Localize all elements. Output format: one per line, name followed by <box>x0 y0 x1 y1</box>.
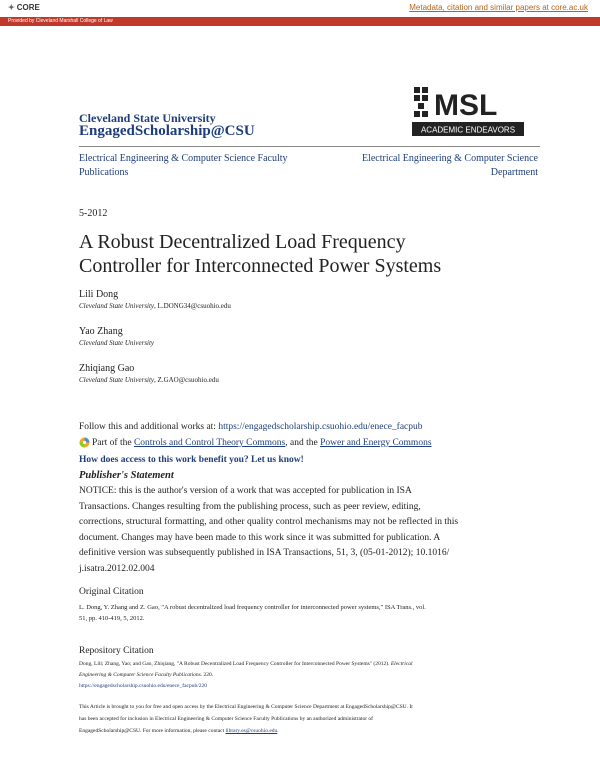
repository-citation-text <box>79 659 529 692</box>
msl-logo-subtitle: ACADEMIC ENDEAVORS <box>420 125 516 135</box>
footer-line: has been accepted for inclusion in Electrical Engineering & Computer Science Faculty Publications by an authorized administrator of <box>79 716 374 722</box>
affiliation-text: Cleveland State University <box>79 302 155 310</box>
author-email[interactable]: L.DONG34@csuohio.edu <box>157 302 231 310</box>
network-commons-icon <box>79 437 90 448</box>
header-divider <box>79 146 540 147</box>
repository-citation-heading: Repository Citation <box>79 646 154 656</box>
repository-citation-line <box>79 659 529 670</box>
notice-line: document. Changes may have been made to this work since it was submitted for publication. A <box>79 532 441 543</box>
author-affiliation <box>79 302 231 310</box>
citation-line: L. Dong, Y. Zhang and Z. Gao, "A robust decentralized load frequency controller for interconnected power systems," ISA Trans., vol. <box>79 604 426 611</box>
author-block <box>79 363 219 384</box>
collection-link-faculty-publications[interactable]: Electrical Engineering & Computer Science Faculty Publications <box>79 153 288 178</box>
author-block <box>79 326 154 347</box>
author-email[interactable]: Z.GAO@csuohio.edu <box>157 376 219 384</box>
footer-contact-prefix: EngagedScholarship@CSU. For more information, please contact <box>79 728 226 734</box>
provided-by-bar <box>0 17 600 26</box>
repository-citation-line <box>79 681 529 692</box>
original-citation-heading: Original Citation <box>79 587 144 597</box>
original-citation-text <box>79 602 529 624</box>
citation-line: 51, pp. 410-419, 5, 2012. <box>79 615 145 622</box>
footer-line <box>79 725 529 737</box>
msl-emblem-icon <box>414 87 428 117</box>
follow-link[interactable]: https://engagedscholarship.csuohio.edu/enece_facpub <box>218 422 423 432</box>
core-logo[interactable] <box>8 3 40 12</box>
publisher-statement-heading: Publisher's Statement <box>79 470 174 481</box>
msl-logo-text: MSL <box>434 89 498 122</box>
footer-notice <box>79 701 529 737</box>
benefit-feedback-link[interactable]: How does access to this work benefit you? Let us know! <box>79 455 304 465</box>
power-energy-commons-link[interactable]: Power and Energy Commons <box>320 438 432 448</box>
notice-line: definitive version was subsequently published in ISA Transactions, 51, 3, (05-01-2012); 10.1016/ <box>79 548 450 558</box>
email-separator: , <box>154 376 158 384</box>
university-name: Cleveland State University <box>79 111 216 125</box>
provided-by-text: Provided by Cleveland Marshall College of Law <box>8 18 113 24</box>
repository-citation-link[interactable]: https://engagedscholarship.csuohio.edu/enece_facpub/220 <box>79 683 207 689</box>
publication-date: 5-2012 <box>79 208 108 219</box>
article-title-line-1: A Robust Decentralized Load Frequency <box>79 231 406 253</box>
notice-line: corrections, structural formatting, and other quality control mechanisms may not be reflected in this <box>79 517 459 527</box>
follow-prefix: Follow this and additional works at: <box>79 422 219 432</box>
author-name: Lili Dong <box>79 289 119 300</box>
part-of-prefix: Part of the <box>92 438 134 448</box>
citation-italic: Engineering & Computer Science Faculty Publications <box>79 672 201 678</box>
core-bar <box>0 0 600 17</box>
notice-line: j.isatra.2012.02.004 <box>79 563 155 574</box>
email-separator: , <box>154 302 158 310</box>
author-block <box>79 289 231 310</box>
contact-email-link[interactable]: library.es@csuohio.edu <box>225 728 278 734</box>
core-logo-icon: ✦ <box>8 3 15 12</box>
citation-italic: Electrical <box>390 661 413 667</box>
article-title <box>79 230 499 278</box>
follow-line <box>79 422 423 432</box>
author-name: Zhiqiang Gao <box>79 363 135 374</box>
author-name: Yao Zhang <box>79 326 123 337</box>
part-of-line <box>92 438 432 448</box>
repository-citation-line <box>79 670 529 681</box>
controls-commons-link[interactable]: Controls and Control Theory Commons <box>133 438 286 448</box>
affiliation-text: Cleveland State University <box>79 376 155 384</box>
footer-contact-suffix: . <box>277 728 279 734</box>
author-affiliation <box>79 376 219 384</box>
citation-plain: . 220. <box>200 672 214 678</box>
core-metadata-link[interactable]: Metadata, citation and similar papers at core.ac.uk <box>409 3 588 12</box>
collection-link-department[interactable]: Electrical Engineering & Computer Science Department <box>361 153 538 178</box>
publisher-statement-text <box>79 484 527 577</box>
site-name[interactable]: EngagedScholarship@CSU <box>79 123 255 139</box>
citation-plain: Dong, Lili; Zhang, Yao; and Gao, Zhiqiang, "A Robust Decentralized Load Frequency Controller for Interconnected Power Systems" (2012). <box>79 661 391 667</box>
author-affiliation: Cleveland State University <box>79 339 155 347</box>
part-of-mid: , and the <box>285 438 321 448</box>
footer-line: This Article is brought to you for free and open access by the Electrical Engineering & Computer Science Department at EngagedScholarship@CSU. It <box>79 704 413 710</box>
notice-line: NOTICE: this is the author's version of a work that was accepted for publication in ISA <box>79 486 412 496</box>
notice-line: Transactions. Changes resulting from the publishing process, such as peer review, editing, <box>79 501 421 512</box>
article-title-line-2: Controller for Interconnected Power Systems <box>79 255 442 277</box>
core-logo-text: CORE <box>16 3 40 12</box>
msl-logo <box>412 85 524 136</box>
